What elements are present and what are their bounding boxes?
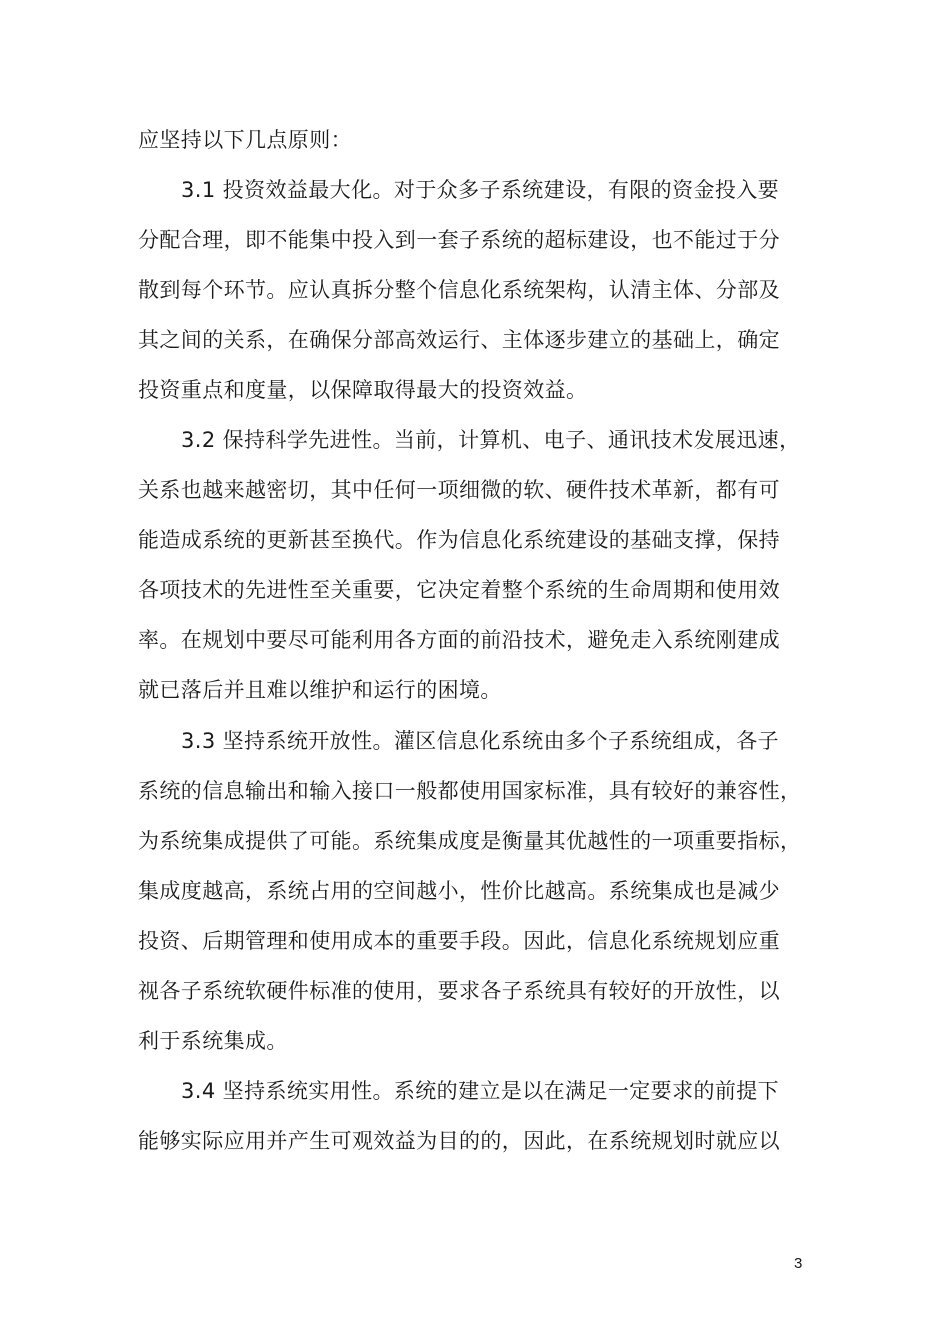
page-number: 3 bbox=[794, 1255, 803, 1272]
text-line: 其之间的关系，在确保分部高效运行、主体逐步建立的基础上，确定 bbox=[138, 328, 780, 352]
text-line: 投资、后期管理和使用成本的重要手段。因此，信息化系统规划应重 bbox=[138, 929, 780, 953]
text-line: 系统的信息输出和输入接口一般都使用国家标准，具有较好的兼容性， bbox=[138, 779, 802, 803]
paragraph-3-1-line: 3.1 投资效益最大化。对于众多子系统建设，有限的资金投入要 bbox=[181, 178, 780, 202]
text-line: 关系也越来越密切，其中任何一项细微的软、硬件技术革新，都有可 bbox=[138, 478, 780, 502]
text-line: 能够实际应用并产生可观效益为目的的，因此，在系统规划时就应以 bbox=[138, 1129, 780, 1153]
text-line: 就已落后并且难以维护和运行的困境。 bbox=[138, 678, 502, 702]
text-line: 为系统集成提供了可能。系统集成度是衡量其优越性的一项重要指标， bbox=[138, 829, 802, 853]
text-line: 利于系统集成。 bbox=[138, 1029, 288, 1053]
paragraph-3-3-line: 3.3 坚持系统开放性。灌区信息化系统由多个子系统组成，各子 bbox=[181, 729, 780, 753]
text-line: 投资重点和度量，以保障取得最大的投资效益。 bbox=[138, 378, 588, 402]
text-line: 分配合理，即不能集中投入到一套子系统的超标建设，也不能过于分 bbox=[138, 228, 780, 252]
text-line: 各项技术的先进性至关重要，它决定着整个系统的生命周期和使用效 bbox=[138, 578, 780, 602]
paragraph-3-4-line: 3.4 坚持系统实用性。系统的建立是以在满足一定要求的前提下 bbox=[181, 1079, 780, 1103]
text-line: 率。在规划中要尽可能利用各方面的前沿技术，避免走入系统刚建成 bbox=[138, 628, 780, 652]
text-line: 集成度越高，系统占用的空间越小，性价比越高。系统集成也是减少 bbox=[138, 879, 780, 903]
text-line: 视各子系统软硬件标准的使用，要求各子系统具有较好的开放性，以 bbox=[138, 979, 780, 1003]
paragraph-3-2-line: 3.2 保持科学先进性。当前，计算机、电子、通讯技术发展迅速， bbox=[181, 428, 801, 452]
text-line: 散到每个环节。应认真拆分整个信息化系统架构，认清主体、分部及 bbox=[138, 278, 780, 302]
text-line: 能造成系统的更新甚至换代。作为信息化系统建设的基础支撑，保持 bbox=[138, 528, 780, 552]
text-line: 应坚持以下几点原则： bbox=[138, 128, 352, 152]
